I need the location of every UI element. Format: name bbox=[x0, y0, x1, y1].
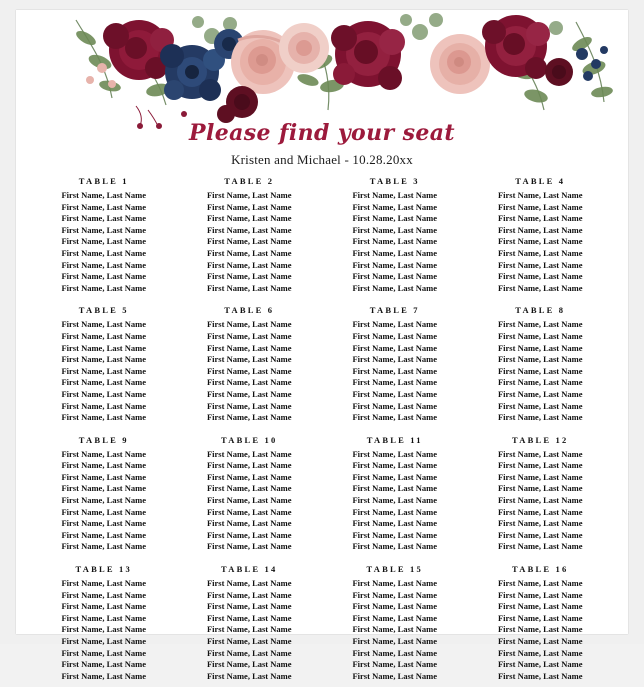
guest-name: First Name, Last Name bbox=[497, 271, 583, 282]
table-label: TABLE 3 bbox=[369, 176, 420, 186]
guest-name: First Name, Last Name bbox=[61, 319, 146, 330]
guest-name: First Name, Last Name bbox=[61, 589, 146, 600]
guest-name: First Name, Last Name bbox=[352, 354, 437, 365]
guest-name: First Name, Last Name bbox=[206, 541, 292, 552]
table-label: TABLE 6 bbox=[224, 305, 275, 316]
guest-name: First Name, Last Name bbox=[497, 412, 583, 423]
guest-name: First Name, Last Name bbox=[352, 529, 437, 540]
table-label: TABLE 15 bbox=[366, 564, 423, 575]
seating-grid bbox=[34, 170, 610, 687]
guest-name: First Name, Last Name bbox=[206, 354, 292, 365]
guest-name: First Name, Last Name bbox=[61, 354, 146, 365]
guest-name: First Name, Last Name bbox=[206, 201, 292, 212]
table-label: TABLE 4 bbox=[515, 176, 566, 186]
guest-name: First Name, Last Name bbox=[206, 529, 292, 540]
flower-blush-center bbox=[279, 23, 329, 73]
guest-name: First Name, Last Name bbox=[352, 330, 437, 341]
guest-name: First Name, Last Name bbox=[497, 388, 583, 399]
poster-title: Please find your seat bbox=[189, 120, 455, 146]
seating-chart-poster bbox=[16, 10, 628, 681]
guest-name: First Name, Last Name bbox=[61, 578, 146, 589]
guest-name: First Name, Last Name bbox=[497, 659, 583, 670]
guest-name: First Name, Last Name bbox=[352, 518, 437, 529]
guest-name: First Name, Last Name bbox=[61, 271, 146, 282]
guest-name: First Name, Last Name bbox=[206, 471, 292, 482]
table-block bbox=[180, 170, 320, 299]
guest-name: First Name, Last Name bbox=[352, 365, 437, 376]
table-block bbox=[34, 558, 174, 687]
table-label: TABLE 5 bbox=[78, 305, 129, 316]
guest-name: First Name, Last Name bbox=[61, 647, 146, 658]
guest-name: First Name, Last Name bbox=[497, 377, 583, 388]
guest-name: First Name, Last Name bbox=[61, 448, 146, 459]
guest-name: First Name, Last Name bbox=[61, 412, 146, 423]
guest-name: First Name, Last Name bbox=[352, 448, 437, 459]
table-block bbox=[180, 558, 320, 687]
floral-header-band bbox=[16, 10, 628, 128]
guest-name: First Name, Last Name bbox=[206, 365, 292, 376]
table-label: TABLE 1 bbox=[78, 176, 129, 186]
guest-name: First Name, Last Name bbox=[206, 388, 292, 399]
guest-name: First Name, Last Name bbox=[206, 647, 292, 658]
guest-name: First Name, Last Name bbox=[61, 529, 146, 540]
guest-name: First Name, Last Name bbox=[497, 495, 583, 506]
table-block bbox=[34, 170, 174, 299]
guest-name: First Name, Last Name bbox=[497, 612, 583, 623]
guest-name: First Name, Last Name bbox=[206, 282, 292, 293]
guest-name: First Name, Last Name bbox=[61, 636, 146, 646]
guest-name: First Name, Last Name bbox=[497, 236, 583, 247]
guest-name: First Name, Last Name bbox=[352, 213, 437, 224]
flower-burgundy-center bbox=[331, 21, 405, 90]
guest-name: First Name, Last Name bbox=[61, 670, 146, 681]
guest-name: First Name, Last Name bbox=[206, 377, 292, 388]
guest-name: First Name, Last Name bbox=[206, 236, 292, 247]
guest-name: First Name, Last Name bbox=[352, 578, 437, 589]
guest-name: First Name, Last Name bbox=[61, 506, 146, 517]
guest-name: First Name, Last Name bbox=[61, 495, 146, 506]
guest-name: First Name, Last Name bbox=[497, 589, 583, 600]
guest-name: First Name, Last Name bbox=[61, 259, 146, 270]
guest-name: First Name, Last Name bbox=[352, 319, 437, 330]
guest-name: First Name, Last Name bbox=[206, 448, 292, 459]
guest-name: First Name, Last Name bbox=[61, 400, 146, 411]
guest-name: First Name, Last Name bbox=[352, 259, 437, 270]
table-label: TABLE 12 bbox=[512, 434, 569, 445]
guest-name: First Name, Last Name bbox=[61, 483, 146, 494]
guest-name: First Name, Last Name bbox=[206, 319, 292, 330]
guest-name: First Name, Last Name bbox=[352, 412, 437, 423]
guest-name: First Name, Last Name bbox=[61, 460, 146, 471]
guest-name: First Name, Last Name bbox=[352, 224, 437, 235]
guest-name: First Name, Last Name bbox=[206, 412, 292, 423]
guest-name: First Name, Last Name bbox=[497, 601, 583, 612]
flower-navy-left bbox=[160, 44, 225, 101]
table-block bbox=[34, 429, 174, 558]
guest-name: First Name, Last Name bbox=[497, 578, 583, 589]
guest-name: First Name, Last Name bbox=[352, 541, 437, 552]
guest-name: First Name, Last Name bbox=[497, 319, 583, 330]
guest-name: First Name, Last Name bbox=[206, 483, 292, 494]
guest-name: First Name, Last Name bbox=[352, 201, 437, 212]
guest-name: First Name, Last Name bbox=[497, 541, 583, 552]
guest-name: First Name, Last Name bbox=[497, 365, 583, 376]
guest-name: First Name, Last Name bbox=[206, 506, 292, 517]
table-block bbox=[325, 429, 465, 558]
guest-name: First Name, Last Name bbox=[206, 224, 292, 235]
guest-name: First Name, Last Name bbox=[352, 636, 437, 646]
guest-name: First Name, Last Name bbox=[352, 506, 437, 517]
guest-name: First Name, Last Name bbox=[206, 578, 292, 589]
guest-name: First Name, Last Name bbox=[497, 636, 583, 646]
guest-name: First Name, Last Name bbox=[352, 471, 437, 482]
guest-name: First Name, Last Name bbox=[352, 601, 437, 612]
guest-name: First Name, Last Name bbox=[61, 388, 146, 399]
flower-blush-right bbox=[430, 34, 490, 94]
guest-name: First Name, Last Name bbox=[352, 624, 437, 635]
guest-name: First Name, Last Name bbox=[497, 471, 583, 482]
guest-name: First Name, Last Name bbox=[61, 201, 146, 212]
guest-name: First Name, Last Name bbox=[497, 354, 583, 365]
flower-maroon-center bbox=[217, 86, 258, 123]
guest-name: First Name, Last Name bbox=[206, 400, 292, 411]
guest-name: First Name, Last Name bbox=[352, 460, 437, 471]
guest-name: First Name, Last Name bbox=[352, 236, 437, 247]
guest-name: First Name, Last Name bbox=[206, 330, 292, 341]
table-label: TABLE 13 bbox=[75, 564, 132, 575]
guest-name: First Name, Last Name bbox=[206, 271, 292, 282]
guest-name: First Name, Last Name bbox=[206, 670, 292, 681]
guest-name: First Name, Last Name bbox=[206, 213, 292, 224]
guest-name: First Name, Last Name bbox=[497, 224, 583, 235]
guest-name: First Name, Last Name bbox=[61, 342, 146, 353]
guest-name: First Name, Last Name bbox=[352, 271, 437, 282]
guest-name: First Name, Last Name bbox=[497, 448, 583, 459]
guest-name: First Name, Last Name bbox=[61, 377, 146, 388]
table-block bbox=[325, 170, 465, 299]
guest-name: First Name, Last Name bbox=[497, 190, 583, 200]
guest-name: First Name, Last Name bbox=[497, 624, 583, 635]
guest-name: First Name, Last Name bbox=[206, 342, 292, 353]
guest-name: First Name, Last Name bbox=[206, 259, 292, 270]
table-block bbox=[34, 299, 174, 428]
table-block bbox=[471, 429, 611, 558]
guest-name: First Name, Last Name bbox=[352, 190, 437, 200]
guest-name: First Name, Last Name bbox=[61, 330, 146, 341]
guest-name: First Name, Last Name bbox=[497, 518, 583, 529]
guest-name: First Name, Last Name bbox=[352, 342, 437, 353]
guest-name: First Name, Last Name bbox=[206, 624, 292, 635]
table-block bbox=[471, 299, 611, 428]
guest-name: First Name, Last Name bbox=[352, 483, 437, 494]
guest-name: First Name, Last Name bbox=[497, 213, 583, 224]
guest-name: First Name, Last Name bbox=[61, 213, 146, 224]
table-block bbox=[180, 299, 320, 428]
guest-name: First Name, Last Name bbox=[497, 506, 583, 517]
guest-name: First Name, Last Name bbox=[352, 282, 437, 293]
guest-name: First Name, Last Name bbox=[61, 518, 146, 529]
guest-name: First Name, Last Name bbox=[497, 670, 583, 681]
table-block bbox=[180, 429, 320, 558]
guest-name: First Name, Last Name bbox=[61, 659, 146, 670]
guest-name: First Name, Last Name bbox=[497, 259, 583, 270]
guest-name: First Name, Last Name bbox=[352, 670, 437, 681]
guest-name: First Name, Last Name bbox=[61, 236, 146, 247]
guest-name: First Name, Last Name bbox=[497, 529, 583, 540]
guest-name: First Name, Last Name bbox=[497, 201, 583, 212]
guest-name: First Name, Last Name bbox=[61, 612, 146, 623]
table-label: TABLE 9 bbox=[78, 434, 129, 445]
guest-name: First Name, Last Name bbox=[206, 518, 292, 529]
guest-name: First Name, Last Name bbox=[352, 247, 437, 258]
table-block bbox=[471, 170, 611, 299]
table-label: TABLE 2 bbox=[224, 176, 275, 186]
guest-name: First Name, Last Name bbox=[61, 624, 146, 635]
floral-illustration-icon bbox=[16, 10, 628, 128]
guest-name: First Name, Last Name bbox=[352, 589, 437, 600]
flower-maroon-right bbox=[545, 58, 573, 86]
poster-subtitle: Kristen and Michael - 10.28.20xx bbox=[231, 152, 413, 167]
guest-name: First Name, Last Name bbox=[206, 495, 292, 506]
guest-name: First Name, Last Name bbox=[352, 495, 437, 506]
guest-name: First Name, Last Name bbox=[206, 247, 292, 258]
guest-name: First Name, Last Name bbox=[206, 659, 292, 670]
guest-name: First Name, Last Name bbox=[352, 647, 437, 658]
guest-name: First Name, Last Name bbox=[206, 589, 292, 600]
guest-name: First Name, Last Name bbox=[352, 612, 437, 623]
guest-name: First Name, Last Name bbox=[497, 400, 583, 411]
guest-name: First Name, Last Name bbox=[206, 190, 292, 200]
guest-name: First Name, Last Name bbox=[61, 190, 146, 200]
table-label: TABLE 8 bbox=[515, 305, 566, 316]
guest-name: First Name, Last Name bbox=[352, 388, 437, 399]
table-label: TABLE 10 bbox=[221, 434, 278, 445]
guest-name: First Name, Last Name bbox=[352, 377, 437, 388]
guest-name: First Name, Last Name bbox=[206, 636, 292, 646]
guest-name: First Name, Last Name bbox=[497, 460, 583, 471]
guest-name: First Name, Last Name bbox=[61, 541, 146, 552]
table-label: TABLE 11 bbox=[366, 434, 423, 445]
guest-name: First Name, Last Name bbox=[497, 342, 583, 353]
guest-name: First Name, Last Name bbox=[61, 601, 146, 612]
flower-burgundy-right bbox=[482, 15, 550, 79]
guest-name: First Name, Last Name bbox=[61, 247, 146, 258]
guest-name: First Name, Last Name bbox=[61, 224, 146, 235]
table-label: TABLE 7 bbox=[369, 305, 420, 316]
guest-name: First Name, Last Name bbox=[497, 483, 583, 494]
guest-name: First Name, Last Name bbox=[497, 282, 583, 293]
table-label: TABLE 16 bbox=[512, 564, 569, 575]
guest-name: First Name, Last Name bbox=[61, 471, 146, 482]
guest-name: First Name, Last Name bbox=[352, 400, 437, 411]
guest-name: First Name, Last Name bbox=[206, 612, 292, 623]
guest-name: First Name, Last Name bbox=[61, 282, 146, 293]
table-block bbox=[471, 558, 611, 687]
guest-name: First Name, Last Name bbox=[61, 365, 146, 376]
table-label: TABLE 14 bbox=[221, 564, 278, 575]
table-block bbox=[325, 558, 465, 687]
table-block bbox=[325, 299, 465, 428]
guest-name: First Name, Last Name bbox=[206, 460, 292, 471]
guest-name: First Name, Last Name bbox=[352, 659, 437, 670]
guest-name: First Name, Last Name bbox=[497, 647, 583, 658]
guest-name: First Name, Last Name bbox=[497, 330, 583, 341]
guest-name: First Name, Last Name bbox=[497, 247, 583, 258]
guest-name: First Name, Last Name bbox=[206, 601, 292, 612]
